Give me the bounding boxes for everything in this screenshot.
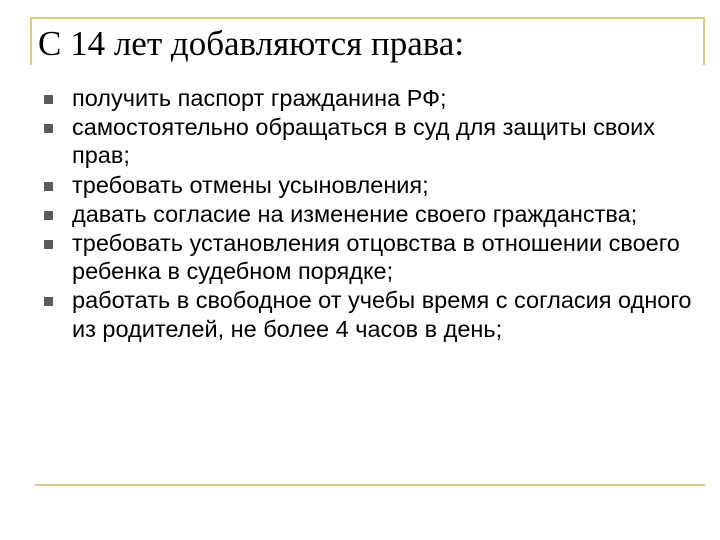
list-item-text: требовать установления отцовства в отношении своего ребенка в судебном порядке; xyxy=(72,230,680,285)
list-item-text: давать согласие на изменение своего гражданства; xyxy=(72,200,638,227)
right-frame-line xyxy=(703,17,705,65)
list-item-text: работать в свободное от учебы время с согласия одного из родителей, не более 4 часов в день; xyxy=(72,287,692,342)
rights-list xyxy=(44,84,716,344)
square-bullet-icon xyxy=(44,297,53,306)
slide-title: С 14 лет добавляются права: xyxy=(38,24,465,63)
top-frame-line xyxy=(30,17,705,19)
square-bullet-icon xyxy=(44,211,53,220)
left-frame-line xyxy=(30,17,32,65)
list-item-text: требовать отмены усыновления; xyxy=(72,171,429,198)
square-bullet-icon xyxy=(44,182,53,191)
list-item xyxy=(44,113,716,169)
list-item xyxy=(44,286,716,342)
list-item-text: самостоятельно обращаться в суд для защиты своих прав; xyxy=(72,114,656,169)
list-item-text: получить паспорт гражданина РФ; xyxy=(72,85,447,111)
list-item xyxy=(44,171,716,199)
square-bullet-icon xyxy=(44,124,53,133)
square-bullet-icon xyxy=(44,95,53,104)
list-item xyxy=(44,84,716,112)
bottom-frame-line xyxy=(35,484,705,486)
list-item xyxy=(44,229,716,285)
square-bullet-icon xyxy=(44,240,53,249)
list-item xyxy=(44,200,716,228)
